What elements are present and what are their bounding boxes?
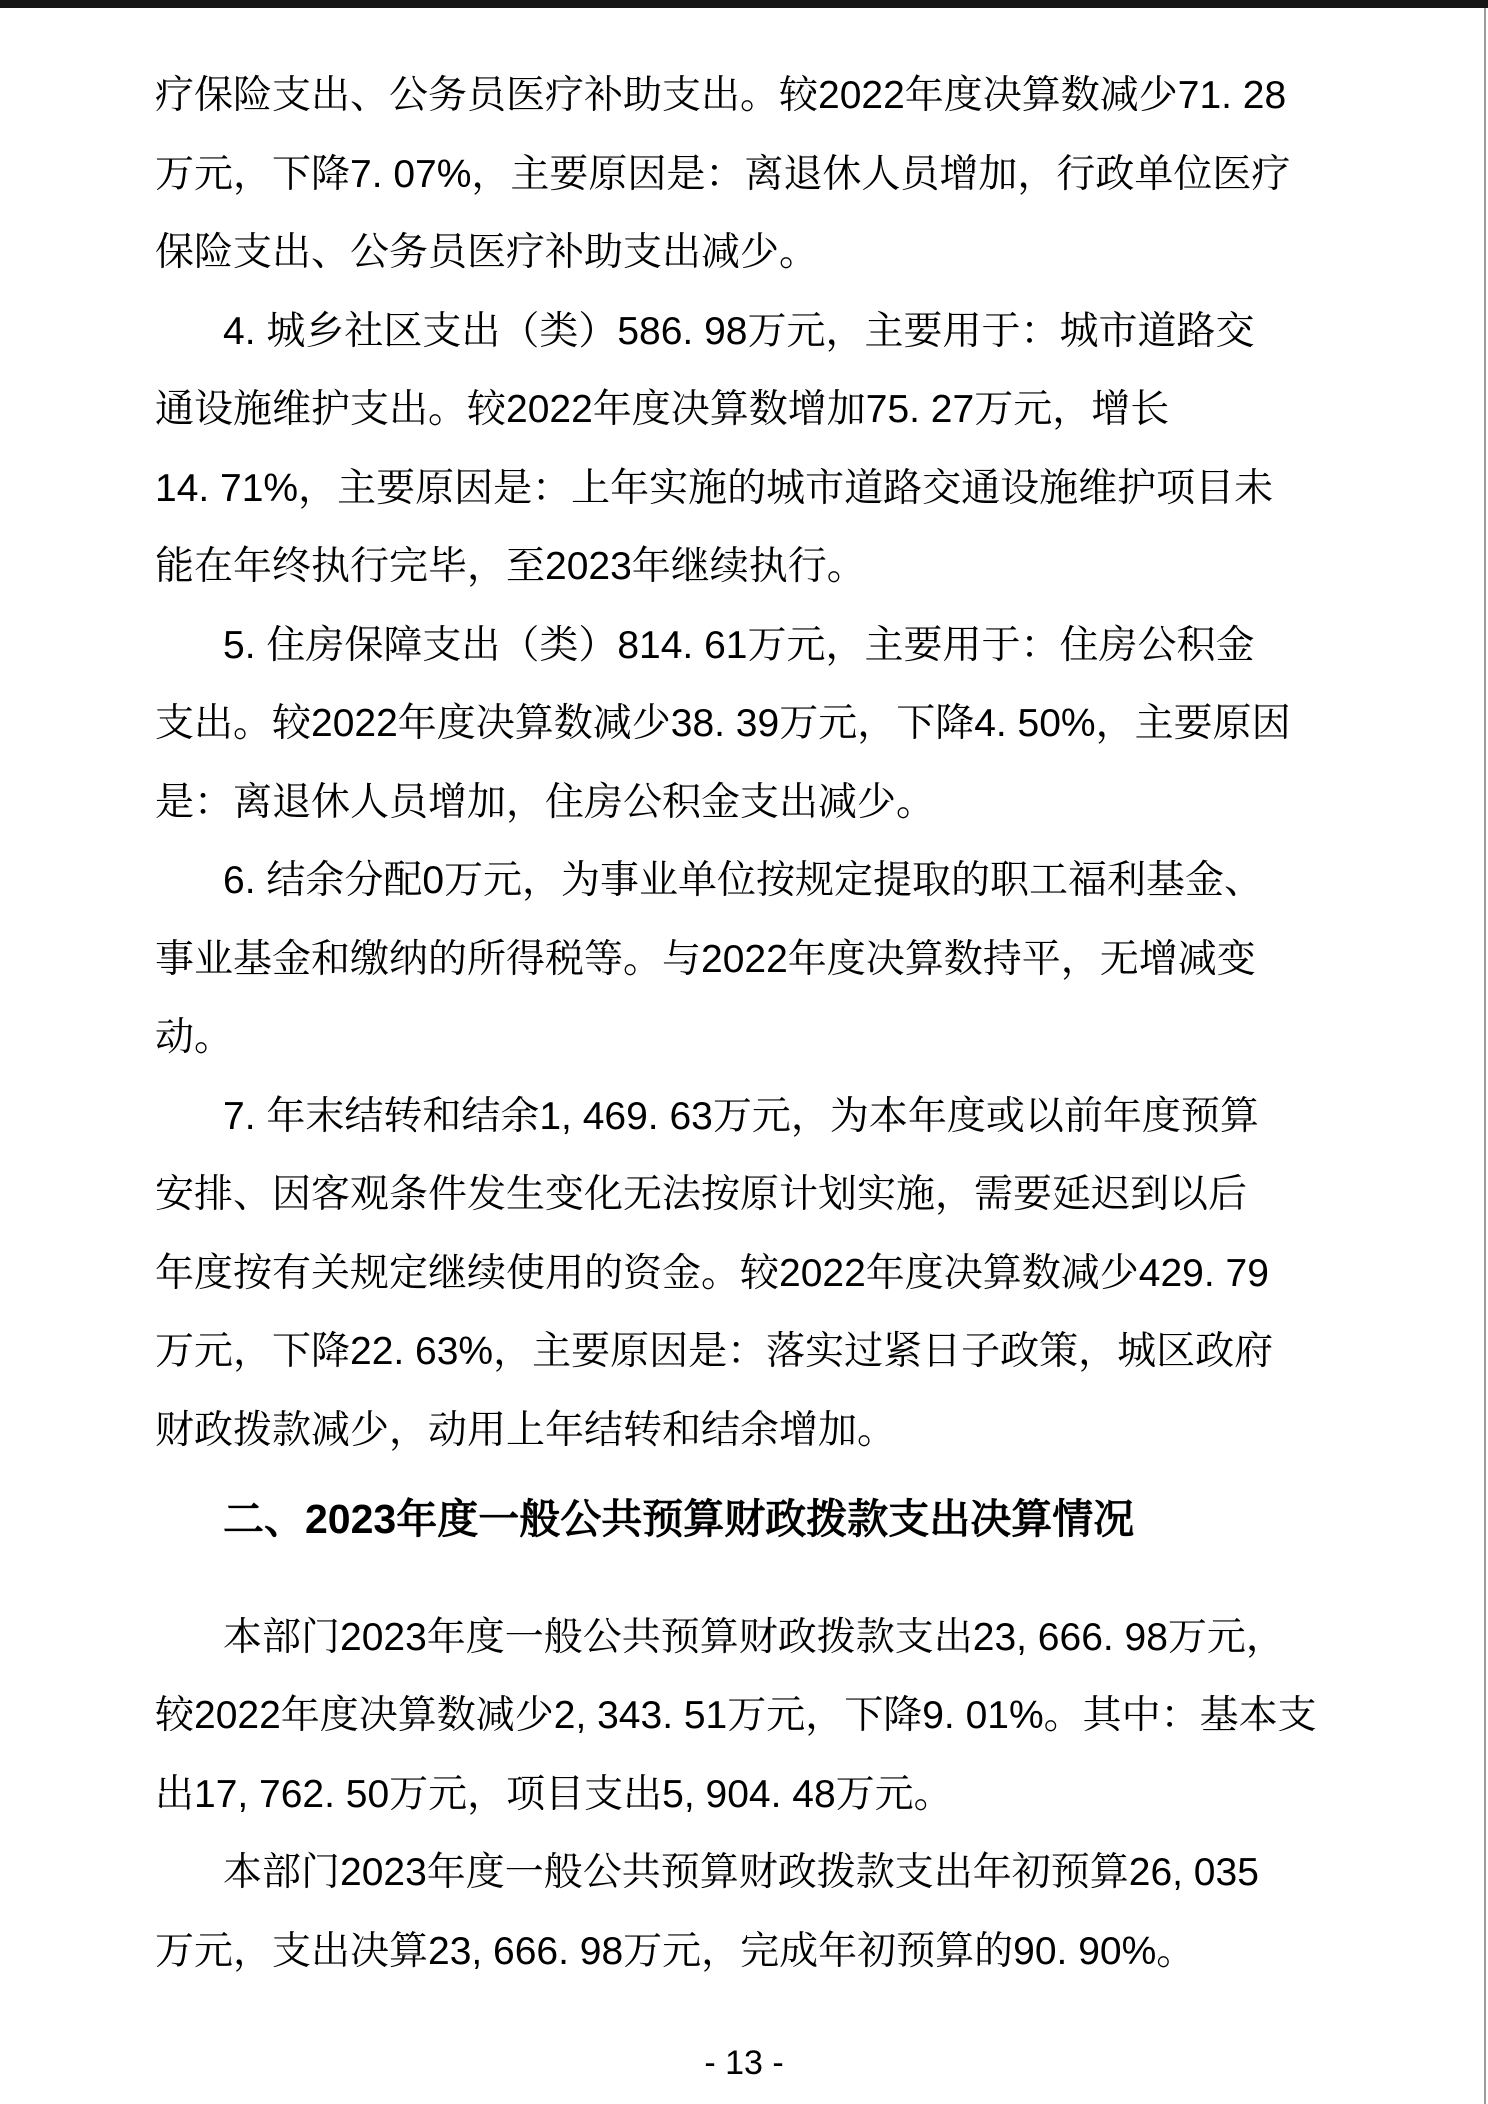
text-line: 14. 71%，主要原因是：上年实施的城市道路交通设施维护项目未 xyxy=(155,466,1274,510)
text-line: 是：离退休人员增加，住房公积金支出减少。 xyxy=(155,780,936,824)
text-line: 安排、因客观条件发生变化无法按原计划实施，需要延迟到以后 xyxy=(155,1173,1248,1216)
document-content xyxy=(155,57,1340,1991)
text-line: 万元，下降7. 07%，主要原因是：离退休人员增加，行政单位医疗 xyxy=(155,152,1291,196)
page-footer xyxy=(0,2046,1488,2080)
text-line: 较2022年度决算数减少2, 343. 51万元，下降9. 01%。其中：基本支 xyxy=(155,1694,1317,1737)
text-line: 5. 住房保障支出（类）814. 61万元，主要用于：住房公积金 xyxy=(223,623,1255,667)
text-line: 万元，支出决算23, 666. 98万元，完成年初预算的90. 90%。 xyxy=(155,1929,1196,1973)
text-line: 4. 城乡社区支出（类）586. 98万元，主要用于：城市道路交 xyxy=(223,309,1255,353)
text-line: 事业基金和缴纳的所得税等。与2022年度决算数持平，无增减变 xyxy=(155,937,1256,981)
page-number: - 13 - xyxy=(704,2044,784,2082)
text-line: 支出。较2022年度决算数减少38. 39万元，下降4. 50%，主要原因 xyxy=(155,702,1291,745)
text-line: 万元，下降22. 63%，主要原因是：落实过紧日子政策，城区政府 xyxy=(155,1330,1274,1373)
text-line: 7. 年末结转和结余1, 469. 63万元，为本年度或以前年度预算 xyxy=(223,1094,1259,1138)
text-line: 动。 xyxy=(155,1016,234,1059)
section-heading: 二、2023年度一般公共预算财政拨款支出决算情况 xyxy=(223,1496,1135,1542)
text-line: 本部门2023年度一般公共预算财政拨款支出年初预算26, 035 xyxy=(223,1851,1259,1894)
text-line: 财政拨款减少，动用上年结转和结余增加。 xyxy=(155,1408,897,1452)
text-line: 本部门2023年度一般公共预算财政拨款支出23, 666. 98万元， xyxy=(223,1615,1285,1659)
text-line: 疗保险支出、公务员医疗补助支出。较2022年度决算数减少71. 28 xyxy=(155,74,1287,117)
text-line: 能在年终执行完毕，至2023年继续执行。 xyxy=(155,545,866,588)
text-line: 保险支出、公务员医疗补助支出减少。 xyxy=(155,231,819,274)
text-line: 出17, 762. 50万元，项目支出5, 904. 48万元。 xyxy=(155,1772,953,1816)
text-line: 通设施维护支出。较2022年度决算数增加75. 27万元，增长 xyxy=(155,388,1170,431)
top-edge-bar xyxy=(0,0,1488,8)
text-line: 年度按有关规定继续使用的资金。较2022年度决算数减少429. 79 xyxy=(155,1251,1269,1295)
page-edge-line xyxy=(1484,8,1486,2104)
text-line: 6. 结余分配0万元，为事业单位按规定提取的职工福利基金、 xyxy=(223,859,1264,902)
